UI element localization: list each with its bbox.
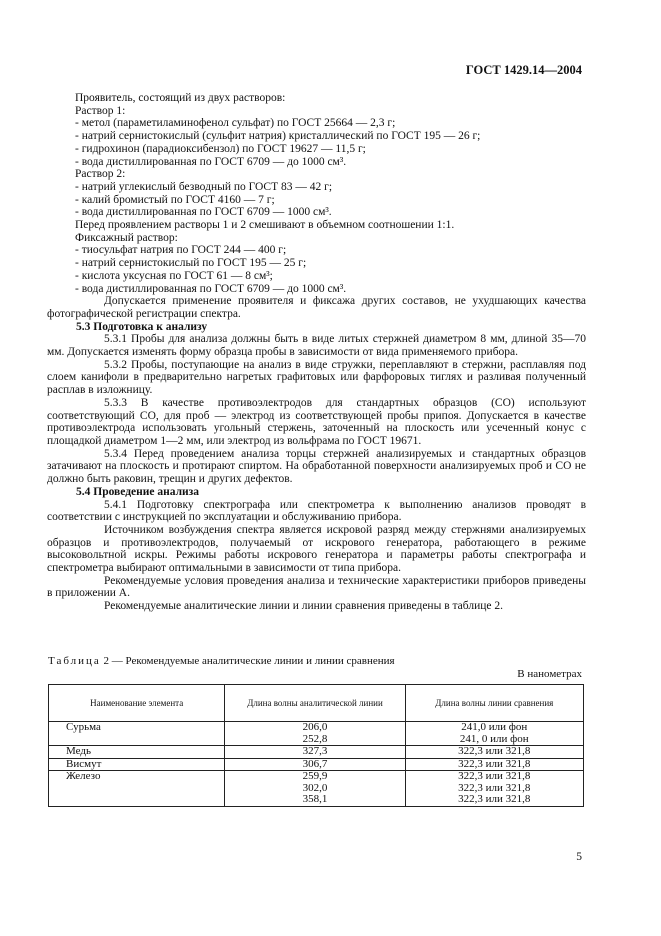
analytical-value: 302,0 (302, 781, 328, 794)
solution2-label: Раствор 2: (75, 168, 126, 181)
list-item: - натрий сернистокислый по ГОСТ 195 — 25 г; (75, 257, 307, 270)
developer-intro: Проявитель, состоящий из двух растворов: (75, 92, 286, 104)
analytical-value: 306,7 (302, 757, 328, 770)
paragraph-5-4-1: 5.4.1 Подготовку спектрографа или спектрометра к выполнению анализов проводят в соответствии с инструкцией по эксплуатации и обслуживанию прибора. (47, 498, 586, 524)
table-header-row (49, 685, 584, 722)
body-text (47, 92, 586, 613)
list-item: - калий бромистый по ГОСТ 4160 — 7 г; (75, 193, 275, 206)
element-name: Железо (49, 771, 225, 807)
allowed-note: Допускается применение проявителя и фиксажа других составов, не ухудшающих качества фотографической регистрации спектра. (47, 295, 586, 320)
table-row (49, 771, 584, 807)
comparison-cell (405, 746, 583, 759)
table-row (49, 758, 584, 771)
section-5-3-title: 5.3 Подготовка к анализу (76, 320, 208, 333)
table-caption (48, 655, 395, 667)
comparison-cell (405, 758, 583, 771)
analytical-value: 327,3 (302, 745, 328, 757)
page-number: 5 (576, 851, 582, 863)
table-caption-text: 2 — Рекомендуемые аналитические линии и линии сравнения (100, 655, 395, 667)
header-analytical: Длина волны аналитической линии (225, 685, 405, 722)
paragraph-lines: Рекомендуемые аналитические линии и линии сравнения приведены в таблице 2. (104, 600, 503, 613)
list-item: - натрий углекислый безводный по ГОСТ 83 — 42 г; (75, 180, 333, 193)
paragraph-5-3-3: 5.3.3 В качестве противоэлектродов для стандартных образцов (СО) используют соответствующий СО, для проб — электрод из соответствующей пробы припоя. Допускается в качестве противоэлектрода использовать угольный стержень, заточенный на плоскость или усеченный конус с площадкой диаметром 1—2 мм, или электрод из вольфрама по ГОСТ 19671. (47, 396, 586, 447)
comparison-cell (405, 771, 583, 807)
list-item: - тиосульфат натрия по ГОСТ 244 — 400 г; (75, 244, 287, 257)
document-code: ГОСТ 1429.14—2004 (465, 63, 582, 77)
table-units: В нанометрах (517, 668, 582, 680)
element-name: Сурьма (49, 722, 225, 746)
header-comparison: Длина волны линии сравнения (405, 685, 583, 722)
paragraph-conditions: Рекомендуемые условия проведения анализа и технические характеристики приборов приведены в приложении А. (47, 574, 586, 600)
list-item: - натрий сернистокислый (сульфит натрия) кристаллический по ГОСТ 195 — 26 г; (75, 130, 481, 143)
mix-note: Перед проявлением растворы 1 и 2 смешивают в объемном соотношении 1:1. (75, 219, 455, 232)
section-5-4-title: 5.4 Проведение анализа (76, 485, 200, 498)
comparison-value: 322,3 или 321,8 (458, 781, 531, 794)
paragraph-source: Источником возбуждения спектра является искровой разряд между стержнями анализируемых образцов и противоэлектродов, получаемый от искрового генератора, работающего в режиме высоковольтной искры. Режимы работы искрового генератора и параметры работы спектрографа и спектрометра выбирают оптимальными в зависимости от типа прибора. (47, 523, 586, 575)
comparison-value: 322,3 или 321,8 (458, 770, 531, 782)
analytical-cell (225, 746, 405, 759)
paragraph-5-3-2: 5.3.2 Пробы, поступающие на анализ в виде стружки, переплавляют в стержни, расплавляя под слоем канифоли в предварительно нагретых графитовых или фарфоровых тиглях и разливая полученный расплав в изложницу. (47, 358, 586, 397)
analytical-cell (225, 771, 405, 807)
table-caption-word: Таблица (48, 655, 101, 667)
table-row (49, 746, 584, 759)
table-row (49, 722, 584, 746)
analytical-value: 358,1 (302, 793, 328, 805)
list-item: - вода дистиллированная по ГОСТ 6709 — до 1000 см³. (75, 282, 347, 295)
header-element: Наименование элемента (49, 685, 225, 722)
element-name: Медь (49, 746, 225, 759)
comparison-value: 241,0 или фон (461, 721, 528, 733)
list-item: - вода дистиллированная по ГОСТ 6709 — до 1000 см³. (75, 155, 347, 168)
comparison-value: 322,3 или 321,8 (458, 793, 531, 805)
analytical-value: 206,0 (302, 721, 328, 733)
comparison-value: 322,3 или 321,8 (458, 757, 531, 770)
list-item: - гидрохинон (парадиоксибензол) по ГОСТ 19627 — 11,5 г; (75, 142, 366, 155)
solution1-label: Раствор 1: (75, 104, 126, 117)
analytical-cell (225, 758, 405, 771)
analytical-value: 252,8 (302, 732, 328, 745)
comparison-cell (405, 722, 583, 746)
comparison-value: 241, 0 или фон (459, 732, 529, 745)
list-item: - кислота уксусная по ГОСТ 61 — 8 см³; (75, 269, 273, 282)
list-item: - вода дистиллированная по ГОСТ 6709 — 1000 см³. (75, 206, 332, 219)
paragraph-5-3-1: 5.3.1 Пробы для анализа должны быть в виде литых стержней диаметром 8 мм, длиной 35—70 мм. Допускается изменять форму образца пробы в зависимости от вида применяемого прибора. (47, 333, 586, 359)
comparison-value: 322,3 или 321,8 (458, 745, 531, 757)
analytical-value: 259,9 (302, 770, 328, 782)
wavelength-table (48, 684, 584, 807)
fixer-label: Фиксажный раствор: (75, 231, 178, 244)
list-item: - метол (параметиламинофенол сульфат) по ГОСТ 25664 — 2,3 г; (75, 117, 396, 130)
analytical-cell (225, 722, 405, 746)
element-name: Висмут (49, 758, 225, 771)
paragraph-5-3-4: 5.3.4 Перед проведением анализа торцы стержней анализируемых и стандартных образцов затачивают на плоскость и протирают спиртом. На обработанной поверхности анализируемых проб и СО не должно быть раковин, трещин и других дефектов. (47, 447, 586, 486)
